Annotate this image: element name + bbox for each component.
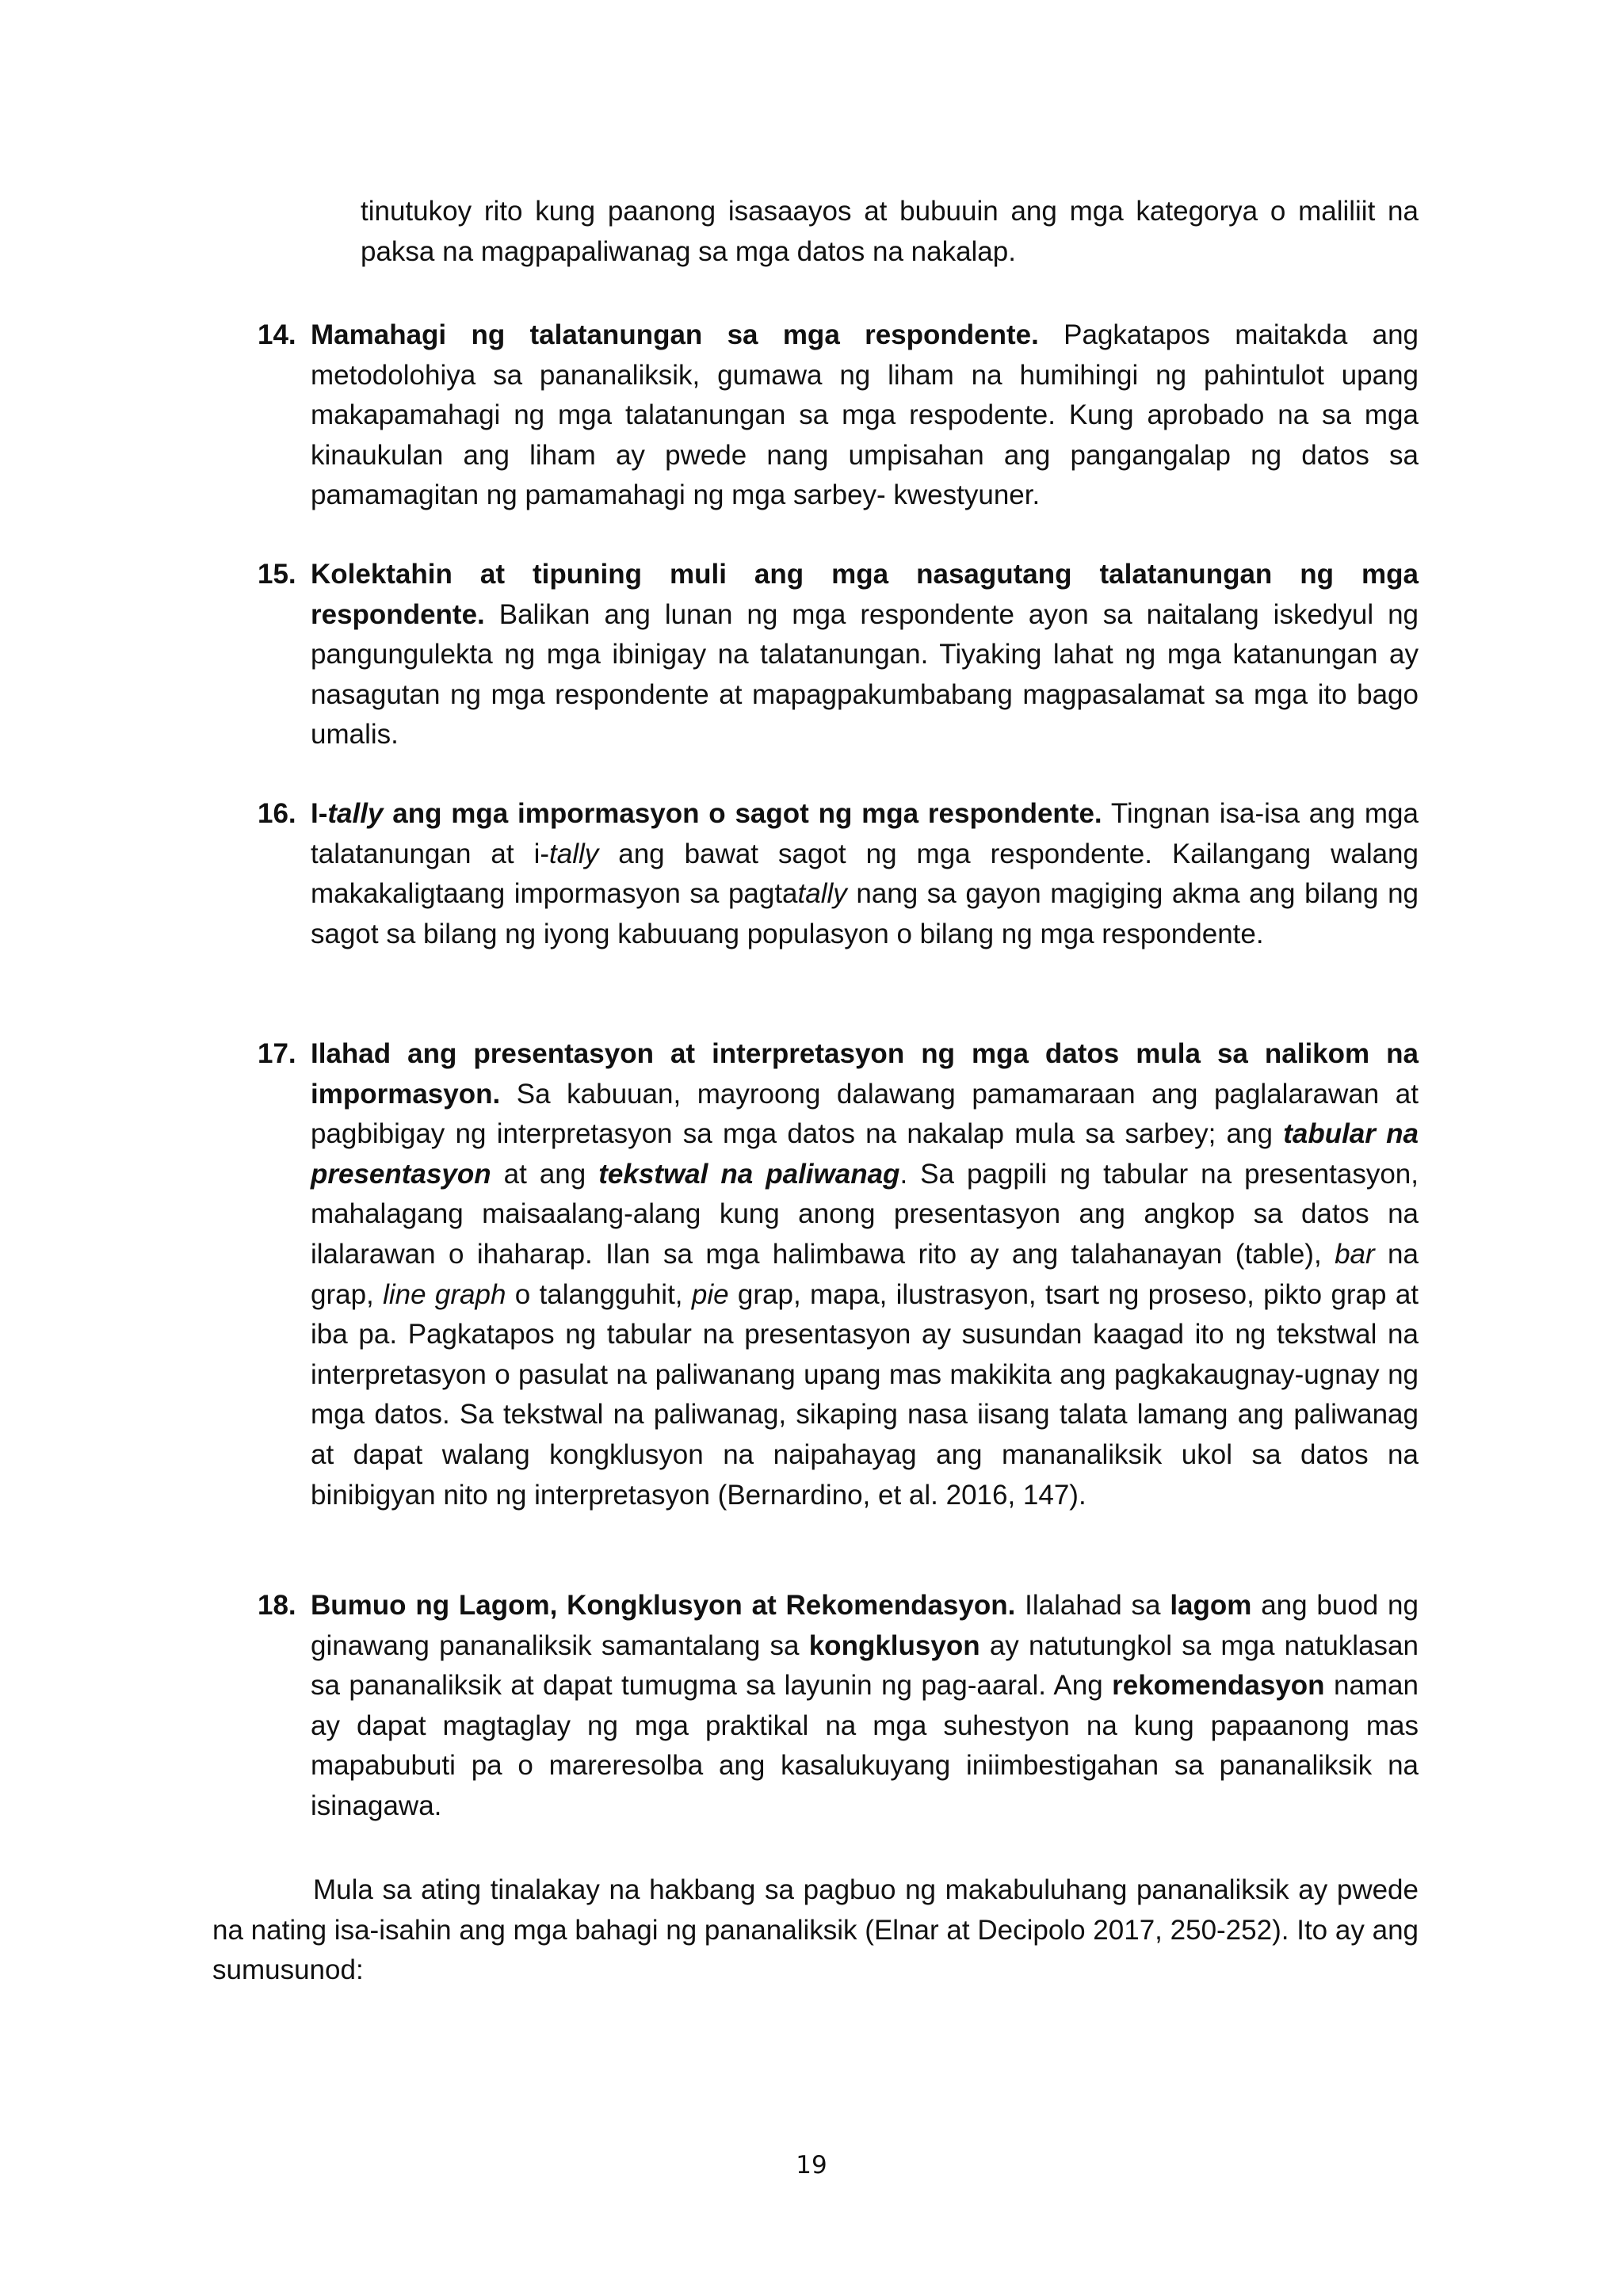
item-text-bold: rekomendasyon	[1112, 1670, 1325, 1702]
list-item-17	[258, 1034, 1419, 1515]
list-item-15	[258, 555, 1419, 755]
item-number: 15.	[258, 559, 296, 590]
item-text: ang buod ng ginawang pananaliksik samantalang sa	[311, 1590, 1419, 1661]
item-title-part: I-	[311, 798, 328, 829]
item-text: Balikan ang lunan ng mga respondente ayon sa naitalang iskedyul ng pangungulekta ng mga ibinigay na talatanungan. Tiyaking lahat ng mga katanungan ay nasagutan ng mga respondente at mapagpakumbabang magpasalamat sa mga ito bago umalis.	[311, 598, 1419, 751]
item-text: Tingnan isa-isa ang mga talatanungan at i-	[311, 798, 1419, 869]
item-text-italic: bar	[1335, 1238, 1375, 1270]
item-text: naman ay dapat magtaglay ng mga praktikal na mga suhestyon na kung papaanong mas mapabubuti pa o mareresolba ang kasalukuyang iniimbestigahan sa pananaliksik na isinagawa.	[311, 1670, 1419, 1821]
item-text: ay natutungkol sa mga natuklasan sa pananaliksik at dapat tumugma sa layunin ng pag-aaral. Ang	[311, 1629, 1419, 1702]
item-title-italic: tally	[327, 798, 384, 829]
item-text-bold: lagom	[1170, 1590, 1252, 1621]
item-number: 18.	[258, 1590, 296, 1621]
item-body	[311, 555, 1419, 755]
item-title: Kolektahin at tipuning muli ang mga nasagutang talatanungan ng mga respondente.	[311, 559, 1419, 630]
item-text: ang bawat sagot ng mga respondente. Kailangang walang makakaligtaang impormasyon sa pagta	[311, 838, 1419, 910]
item-body	[311, 315, 1419, 516]
item-text: grap, mapa, ilustrasyon, tsart ng proseso, pikto grap at iba pa. Pagkatapos ng tabular na presentasyon ay susundan kaagad ito ng tekstwal na interpretasyon o pasulat na paliwanang upang mas makikita ang pagkakaugnay-ugnay ng mga datos. Sa tekstwal na paliwanag, sikaping nasa iisang talata lamang ang paliwanag at dapat walang kongklusyon na naipahayag ang mananaliksik ukol sa datos na binibigyan nito ng interpretasyon (Bernardino, et al. 2016, 147).	[311, 1278, 1419, 1511]
list-item-14	[258, 315, 1419, 516]
item-text: Pagkatapos maitakda ang metodolohiya sa pananaliksik, gumawa ng liham na humihingi ng pahintulot upang makapamahagi ng mga talatanungan sa mga respodente. Kung aprobado na sa mga kinaukulan ang liham ay pwede nang umpisahan ang pangangalap ng datos sa pamamagitan ng pamamahagi ng mga sarbey- kwestyuner.	[311, 319, 1419, 511]
item-text: Ilalahad sa	[1015, 1590, 1170, 1621]
list-item-16	[258, 794, 1419, 954]
item-text: Sa kabuuan, mayroong dalawang pamamaraan ang paglalarawan at pagbibigay ng interpretasyon sa mga datos na nakalap mula sa sarbey; ang	[311, 1078, 1419, 1150]
item-number: 14.	[258, 319, 296, 350]
item-text-italic: pie	[691, 1278, 729, 1310]
item-title: Ilahad ang presentasyon at interpretasyon ng mga datos mula sa nalikom na impormasyon.	[311, 1038, 1419, 1110]
item-title-part: ang mga impormasyon o sagot ng mga respondente.	[383, 798, 1102, 829]
item-text: nang sa gayon magiging akma ang bilang ng sagot sa bilang ng iyong kabuuang populasyon o bilang ng mga respondente.	[311, 878, 1419, 949]
item-text-italic: tally	[549, 838, 599, 869]
item-body	[311, 794, 1419, 954]
list-item-18	[258, 1586, 1419, 1827]
item-number: 17.	[258, 1038, 296, 1069]
item-text-bold: kongklusyon	[808, 1629, 980, 1661]
item-body	[311, 1586, 1419, 1827]
continuation-paragraph: tinutukoy rito kung paanong isasaayos at bubuuin ang mga kategorya o maliliit na paksa na magpapaliwanag sa mga datos na nakalap.	[361, 196, 1419, 267]
item-text-italic: tally	[797, 878, 847, 910]
closing-paragraph: Mula sa ating tinalakay na hakbang sa pagbuo ng makabuluhang pananaliksik ay pwede na nating isa-isahin ang mga bahagi ng pananaliksik (Elnar at Decipolo 2017, 250-252). Ito ay ang sumusunod:	[212, 1874, 1419, 1986]
item-body	[311, 1034, 1419, 1515]
item-text-bold-italic: tekstwal na paliwanag	[598, 1158, 900, 1190]
item-title: Bumuo ng Lagom, Kongklusyon at Rekomendasyon.	[311, 1590, 1016, 1621]
page-number: 19	[796, 2151, 827, 2179]
item-text: at ang	[491, 1158, 599, 1190]
item-text-italic: line graph	[383, 1278, 506, 1310]
item-text-bold-italic: tabular na presentasyon	[311, 1118, 1419, 1190]
item-text: . Sa pagpili ng tabular na presentasyon, mahalagang maisaalang-alang kung anong presentasyon ang angkop sa datos na ilalarawan o ihaharap. Ilan sa mga halimbawa rito ay ang talahanayan (table),	[311, 1158, 1419, 1270]
item-text: na grap,	[311, 1238, 1419, 1310]
item-title	[311, 798, 1102, 829]
item-number: 16.	[258, 798, 296, 829]
item-text: o talangguhit,	[506, 1278, 692, 1310]
item-title: Mamahagi ng talatanungan sa mga respondente.	[311, 319, 1039, 350]
